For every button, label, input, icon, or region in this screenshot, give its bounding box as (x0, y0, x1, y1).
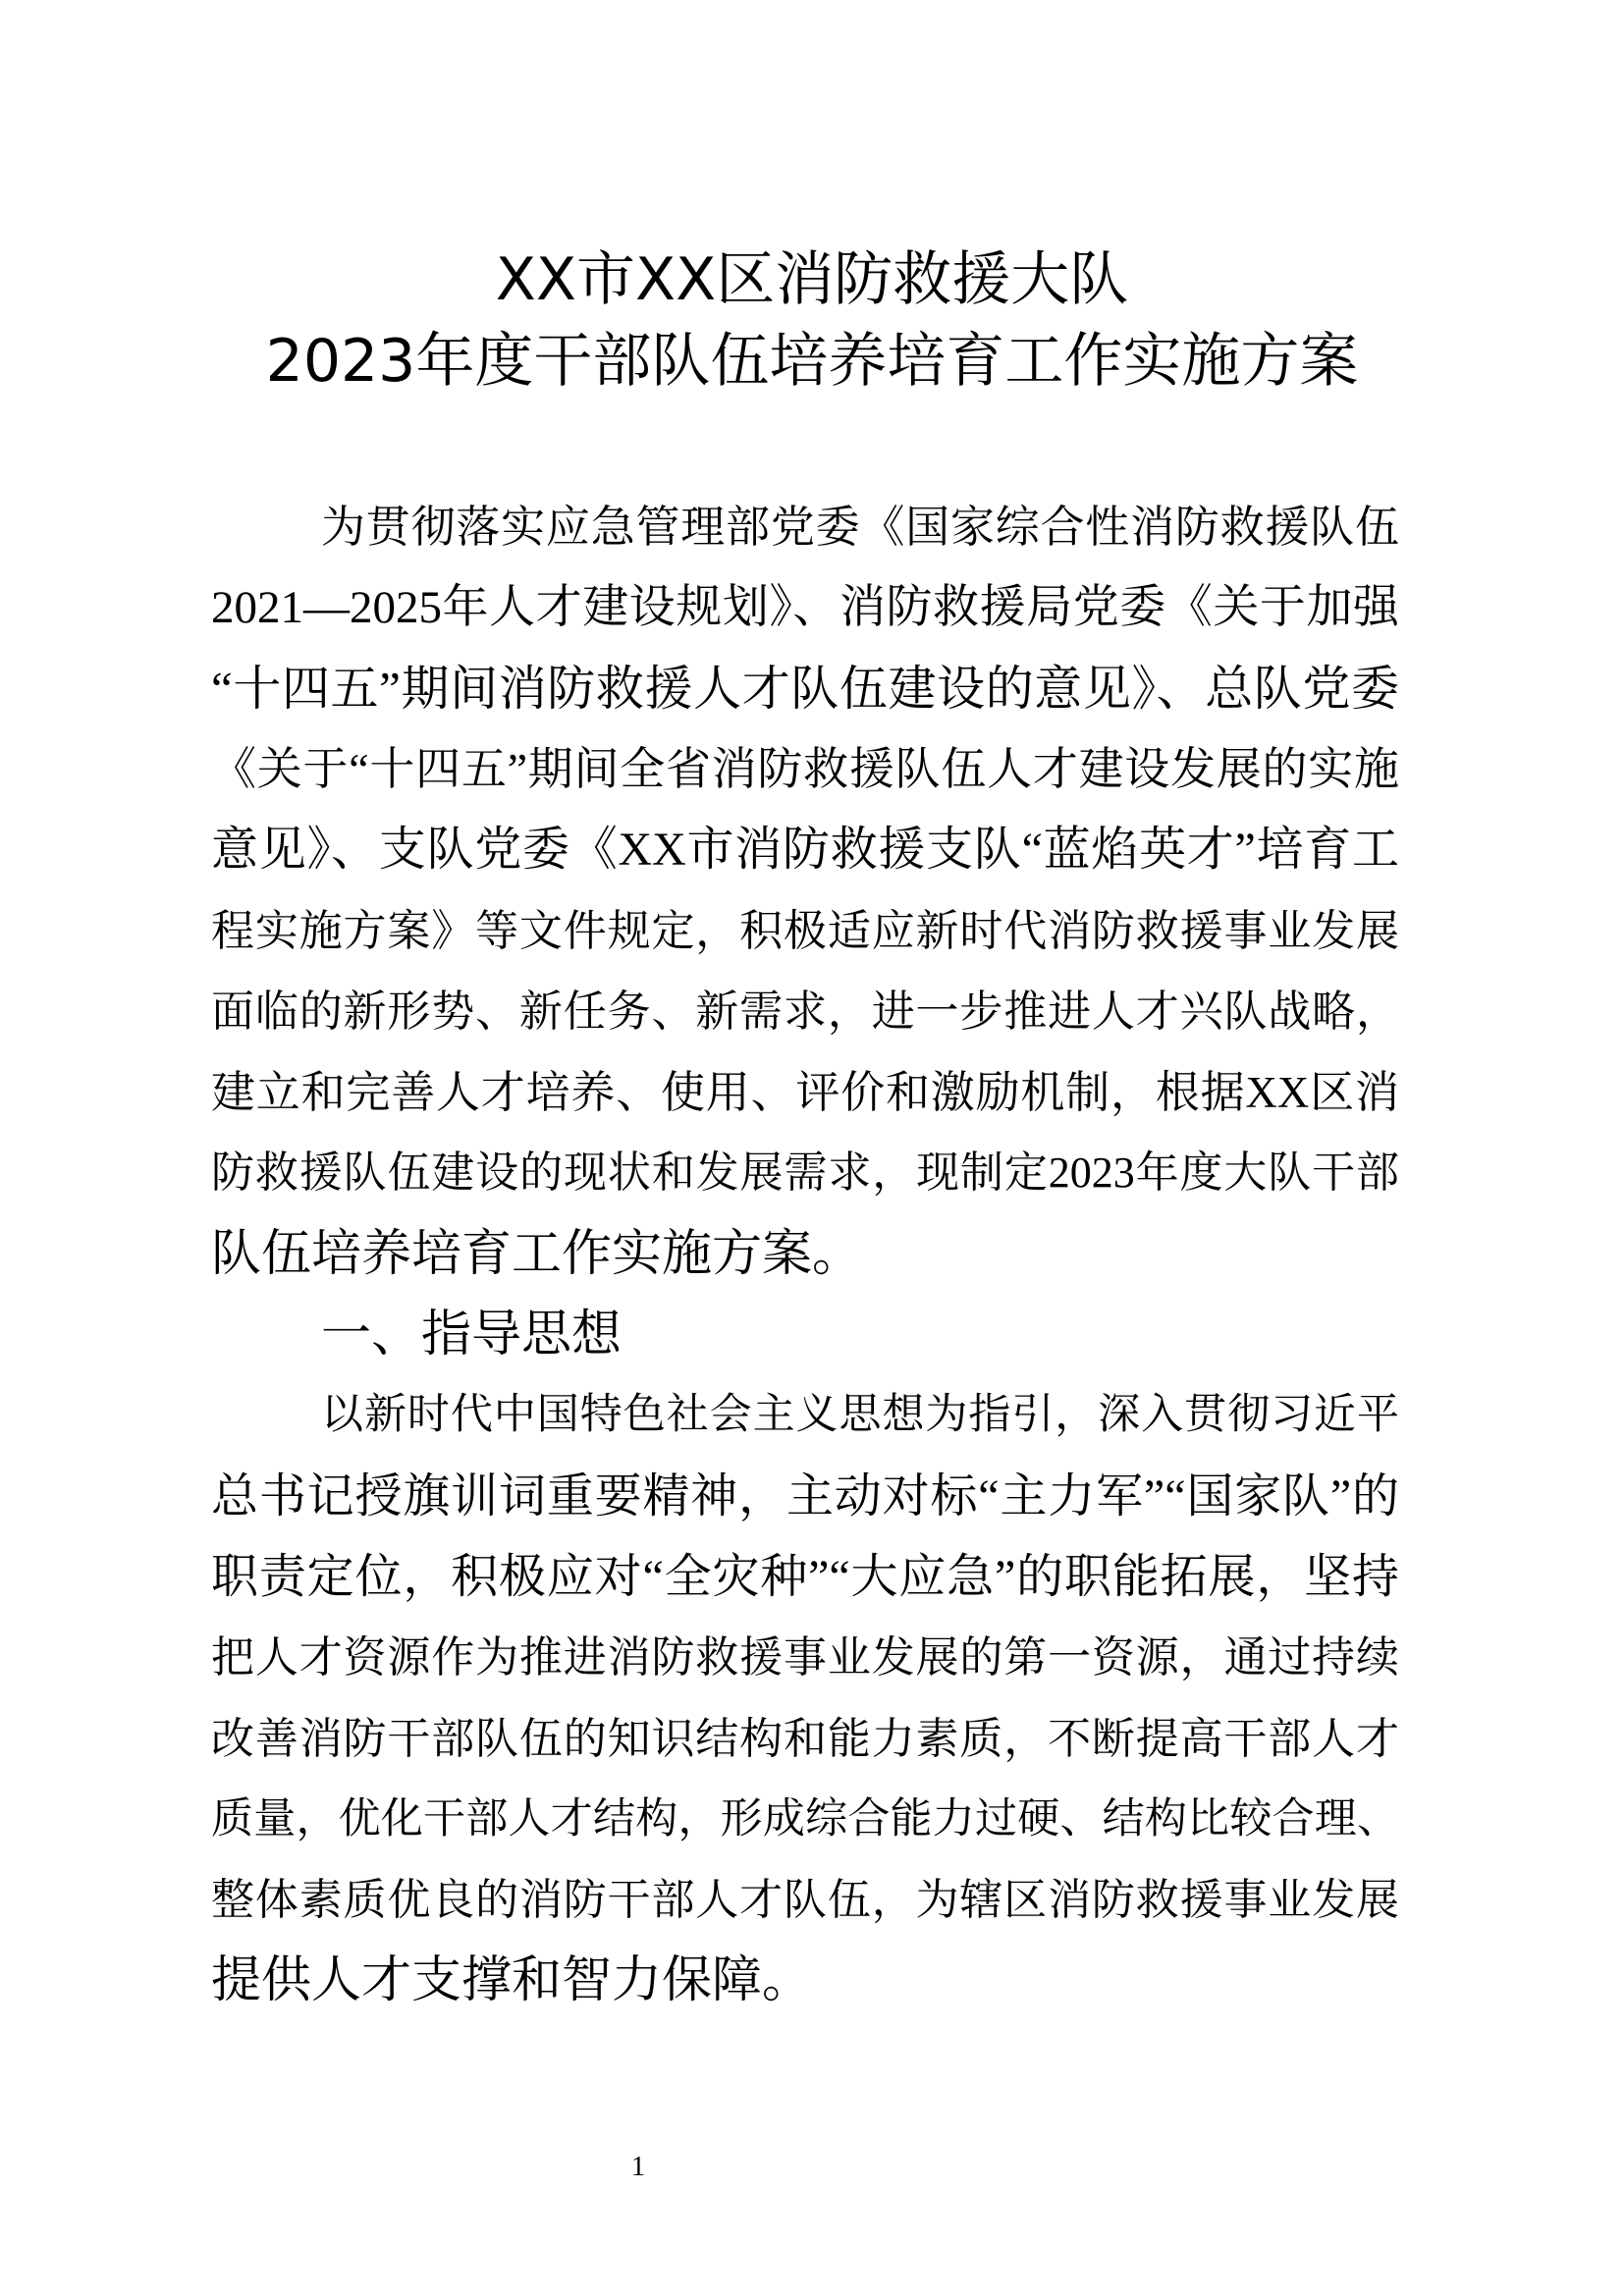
paragraph-line: 意见》、支队党委《XX市消防救援支队“蓝焰英才”培育工 (211, 824, 1399, 877)
paragraph-line: 队伍培养培育工作实施方案。 (211, 1226, 863, 1282)
paragraph-line: 防救援队伍建设的现状和发展需求，现制定2023年度大队干部 (211, 1148, 1399, 1198)
paragraph-line: “十四五”期间消防救援人才队伍建设的意见》、总队党委 (211, 661, 1399, 716)
paragraph-line: 2021—2025年人才建设规划》、消防救援局党委《关于加强 (211, 582, 1399, 634)
paragraph-line: 职责定位，积极应对“全灾种”“大应急”的职能拓展，坚持 (211, 1550, 1399, 1603)
paragraph-line: 《关于“十四五”期间全省消防救援队伍人才建设发展的实施 (211, 743, 1399, 794)
page-number: 1 (631, 2152, 645, 2182)
paragraph-line: 程实施方案》等文件规定，积极适应新时代消防救援事业发展 (211, 906, 1399, 955)
document-title-line-1: XX市XX区消防救援大队 (495, 245, 1129, 314)
paragraph-line: 总书记授旗训词重要精神，主动对标“主力军”“国家队”的 (211, 1469, 1399, 1522)
paragraph-line: 把人才资源作为推进消防救援事业发展的第一资源，通过持续 (211, 1633, 1399, 1682)
paragraph-line: 为贯彻落实应急管理部党委《国家综合性消防救援队伍 (321, 503, 1399, 552)
paragraph-line: 面临的新形势、新任务、新需求，进一步推进人才兴队战略， (211, 987, 1399, 1036)
section-heading: 一、指导思想 (321, 1308, 623, 1362)
paragraph-line: 质量，优化干部人才结构，形成综合能力过硬、结构比较合理、 (211, 1795, 1399, 1842)
paragraph-line: 提供人才支撑和智力保障。 (211, 1953, 813, 2009)
document-title-line-2: 2023年度干部队伍培养培育工作实施方案 (265, 327, 1359, 396)
paragraph-line: 改善消防干部队伍的知识结构和能力素质，不断提高干部人才 (211, 1714, 1399, 1763)
paragraph-line: 以新时代中国特色社会主义思想为指引，深入贯彻习近平 (321, 1392, 1399, 1439)
paragraph-line: 建立和完善人才培养、使用、评价和激励机制，根据XX区消 (211, 1068, 1399, 1118)
paragraph-line: 整体素质优良的消防干部人才队伍，为辖区消防救援事业发展 (211, 1876, 1399, 1925)
